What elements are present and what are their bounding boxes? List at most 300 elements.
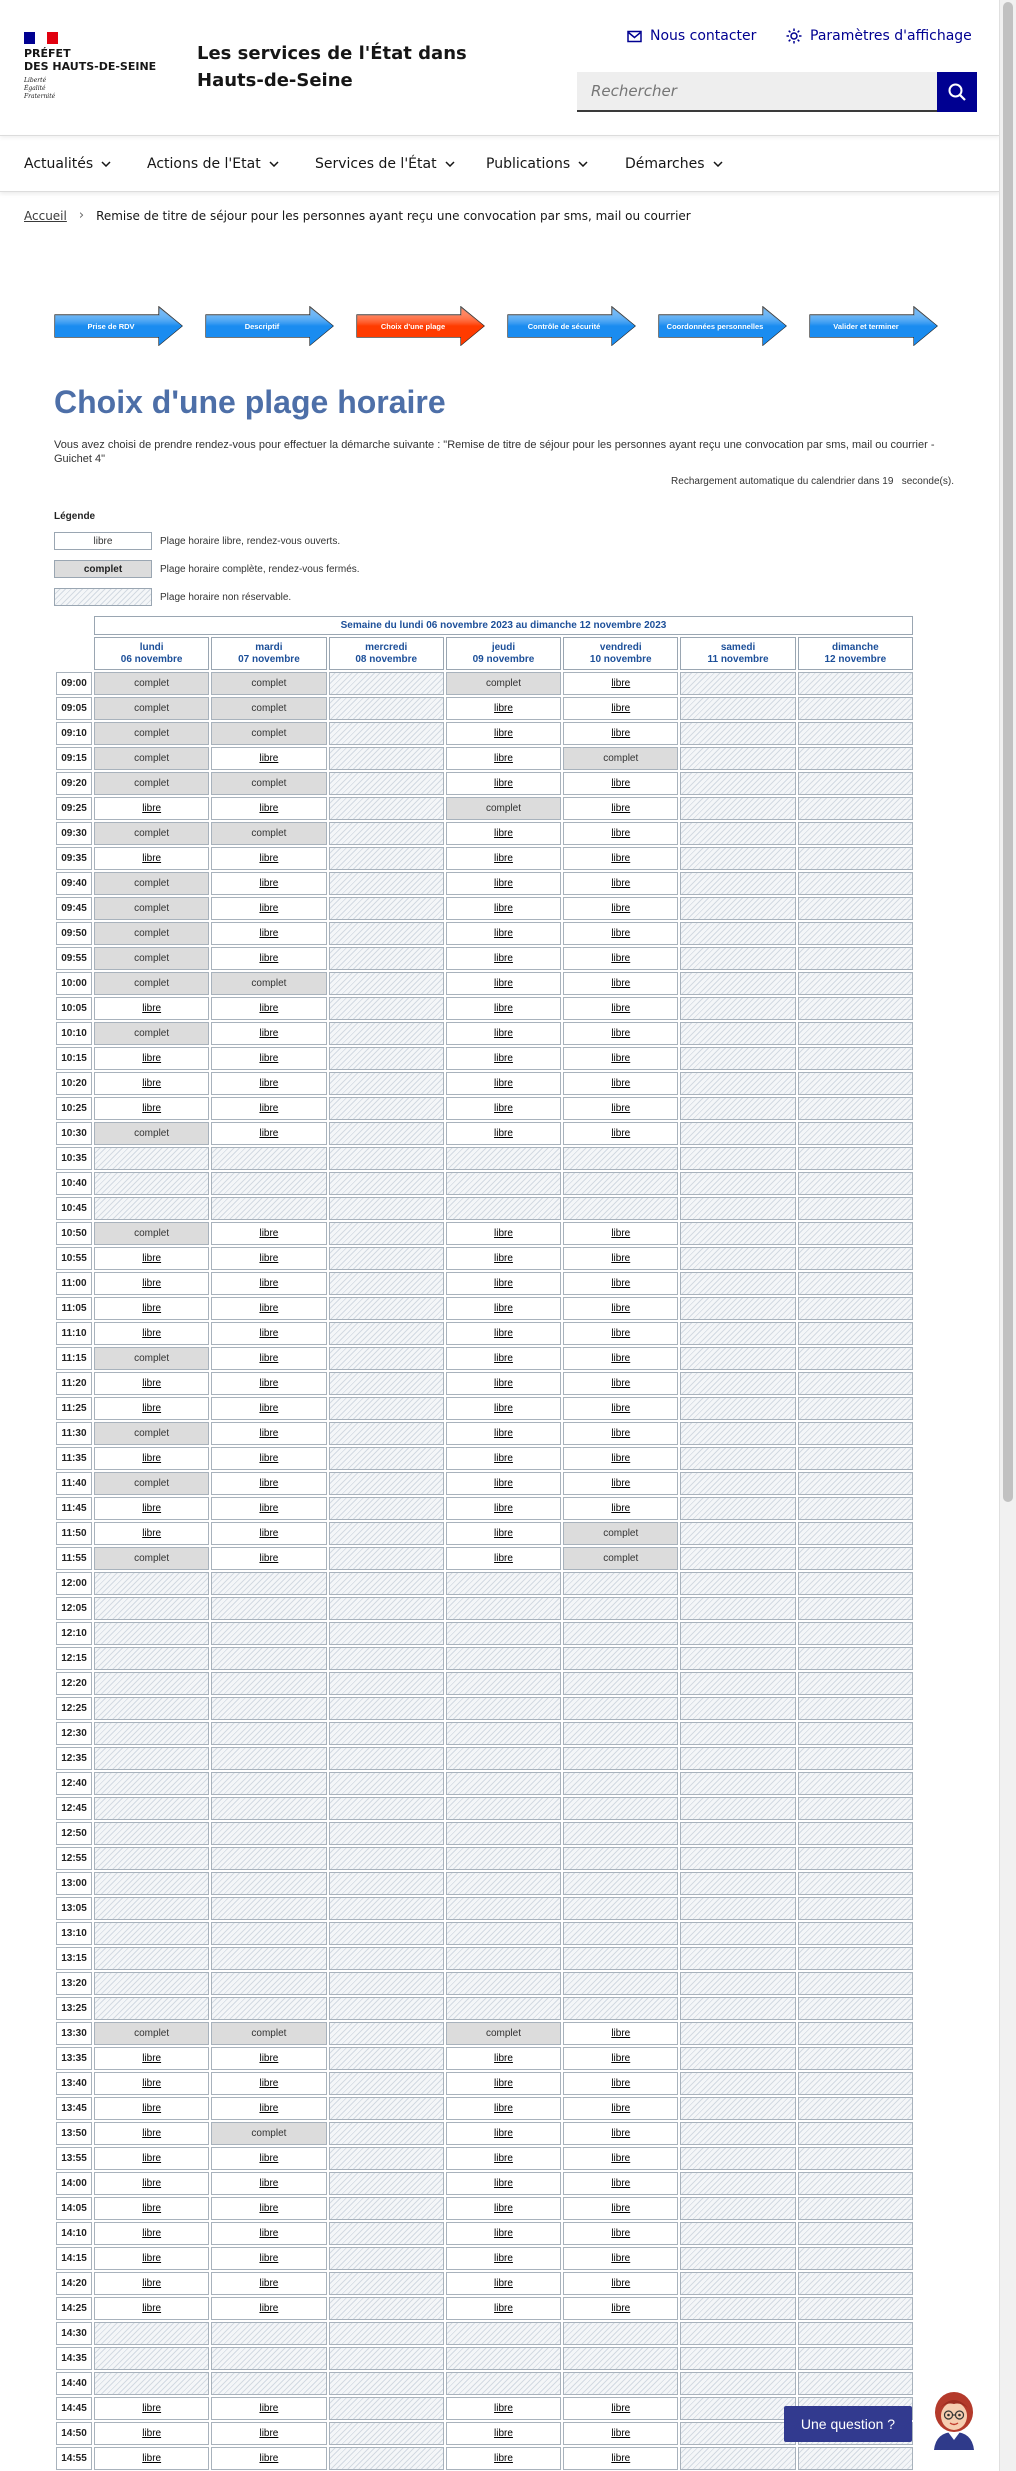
slot-free[interactable] bbox=[211, 1122, 326, 1145]
slot-free-link[interactable]: libre bbox=[142, 1253, 162, 1264]
slot-free-link[interactable]: libre bbox=[259, 2103, 279, 2114]
slot-free-link[interactable]: libre bbox=[611, 728, 631, 739]
slot-free[interactable] bbox=[446, 1347, 561, 1370]
slot-free-link[interactable]: libre bbox=[142, 1078, 162, 1089]
slot-free-link[interactable]: libre bbox=[611, 1478, 631, 1489]
slot-free[interactable] bbox=[446, 2272, 561, 2295]
slot-free-link[interactable]: libre bbox=[142, 1103, 162, 1114]
slot-free-link[interactable]: libre bbox=[494, 1453, 513, 1464]
slot-free-link[interactable]: libre bbox=[494, 1228, 513, 1239]
page-scrollbar[interactable] bbox=[999, 0, 1016, 2471]
slot-free[interactable] bbox=[94, 847, 209, 870]
slot-free[interactable] bbox=[94, 2397, 209, 2420]
slot-free-link[interactable]: libre bbox=[142, 1378, 162, 1389]
slot-free-link[interactable]: libre bbox=[142, 2078, 162, 2089]
slot-free-link[interactable]: libre bbox=[142, 2228, 162, 2239]
slot-free-link[interactable]: libre bbox=[259, 1328, 279, 1339]
slot-free[interactable] bbox=[94, 1372, 209, 1395]
slot-free-link[interactable]: libre bbox=[494, 1128, 513, 1139]
slot-free-link[interactable]: libre bbox=[494, 2078, 513, 2089]
slot-free[interactable] bbox=[94, 2122, 209, 2145]
slot-free[interactable] bbox=[211, 922, 326, 945]
slot-free[interactable] bbox=[211, 1347, 326, 1370]
nav-item-actualites[interactable] bbox=[24, 136, 111, 191]
slot-free[interactable] bbox=[94, 1097, 209, 1120]
slot-free[interactable] bbox=[211, 1447, 326, 1470]
slot-free[interactable] bbox=[563, 897, 678, 920]
slot-free-link[interactable]: libre bbox=[494, 878, 513, 889]
slot-free-link[interactable]: libre bbox=[611, 1328, 631, 1339]
slot-free[interactable] bbox=[563, 2447, 678, 2470]
slot-free[interactable] bbox=[563, 1297, 678, 1320]
slot-free[interactable] bbox=[563, 1422, 678, 1445]
slot-free[interactable] bbox=[446, 2147, 561, 2170]
slot-free-link[interactable]: libre bbox=[611, 2253, 631, 2264]
nav-item-services-etat[interactable] bbox=[315, 136, 455, 191]
slot-free-link[interactable]: libre bbox=[142, 2278, 162, 2289]
slot-free-link[interactable]: libre bbox=[494, 1378, 513, 1389]
slot-free[interactable] bbox=[563, 2047, 678, 2070]
slot-free-link[interactable]: libre bbox=[142, 2053, 162, 2064]
slot-free[interactable] bbox=[563, 2272, 678, 2295]
slot-free-link[interactable]: libre bbox=[494, 2403, 513, 2414]
slot-free[interactable] bbox=[211, 2097, 326, 2120]
breadcrumb-home[interactable]: Accueil bbox=[24, 208, 67, 223]
slot-free[interactable] bbox=[446, 2197, 561, 2220]
slot-free-link[interactable]: libre bbox=[494, 1253, 513, 1264]
slot-free-link[interactable]: libre bbox=[259, 1128, 279, 1139]
slot-free[interactable] bbox=[211, 1497, 326, 1520]
slot-free[interactable] bbox=[563, 697, 678, 720]
slot-free[interactable] bbox=[563, 1347, 678, 1370]
slot-free-link[interactable]: libre bbox=[494, 2203, 513, 2214]
slot-free-link[interactable]: libre bbox=[611, 703, 631, 714]
slot-free[interactable] bbox=[446, 1072, 561, 1095]
slot-free-link[interactable]: libre bbox=[142, 1003, 162, 1014]
slot-free-link[interactable]: libre bbox=[494, 1028, 513, 1039]
slot-free-link[interactable]: libre bbox=[494, 1303, 513, 1314]
slot-free[interactable] bbox=[563, 2072, 678, 2095]
site-title[interactable]: Les services de l'État dans Hauts-de-Seine bbox=[197, 43, 467, 91]
slot-free[interactable] bbox=[563, 1022, 678, 1045]
slot-free[interactable] bbox=[446, 747, 561, 770]
slot-free[interactable] bbox=[446, 772, 561, 795]
slot-free-link[interactable]: libre bbox=[611, 2278, 631, 2289]
slot-free[interactable] bbox=[94, 2047, 209, 2070]
slot-free[interactable] bbox=[446, 2422, 561, 2445]
slot-free[interactable] bbox=[211, 2297, 326, 2320]
slot-free-link[interactable]: libre bbox=[611, 1278, 631, 1289]
slot-free[interactable] bbox=[446, 872, 561, 895]
slot-free[interactable] bbox=[563, 2222, 678, 2245]
slot-free-link[interactable]: libre bbox=[611, 953, 631, 964]
slot-free[interactable] bbox=[563, 822, 678, 845]
slot-free-link[interactable]: libre bbox=[142, 2253, 162, 2264]
slot-free[interactable] bbox=[211, 872, 326, 895]
slot-free-link[interactable]: libre bbox=[494, 778, 513, 789]
slot-free[interactable] bbox=[446, 1447, 561, 1470]
slot-free-link[interactable]: libre bbox=[259, 1253, 279, 1264]
slot-free[interactable] bbox=[211, 747, 326, 770]
slot-free[interactable] bbox=[563, 722, 678, 745]
slot-free[interactable] bbox=[563, 1397, 678, 1420]
slot-free[interactable] bbox=[211, 1322, 326, 1345]
slot-free-link[interactable]: libre bbox=[611, 2103, 631, 2114]
slot-free-link[interactable]: libre bbox=[611, 2078, 631, 2089]
slot-free-link[interactable]: libre bbox=[259, 2278, 279, 2289]
slot-free[interactable] bbox=[94, 1397, 209, 1420]
slot-free[interactable] bbox=[211, 2172, 326, 2195]
slot-free-link[interactable]: libre bbox=[611, 828, 631, 839]
slot-free-link[interactable]: libre bbox=[142, 853, 162, 864]
slot-free-link[interactable]: libre bbox=[142, 1053, 162, 1064]
slot-free[interactable] bbox=[211, 1072, 326, 1095]
slot-free-link[interactable]: libre bbox=[142, 2203, 162, 2214]
slot-free[interactable] bbox=[563, 2397, 678, 2420]
slot-free-link[interactable]: libre bbox=[494, 1553, 513, 1564]
slot-free-link[interactable]: libre bbox=[611, 2303, 631, 2314]
slot-free[interactable] bbox=[446, 972, 561, 995]
slot-free[interactable] bbox=[94, 797, 209, 820]
slot-free[interactable] bbox=[446, 2247, 561, 2270]
slot-free[interactable] bbox=[211, 1097, 326, 1120]
slot-free-link[interactable]: libre bbox=[494, 1053, 513, 1064]
slot-free[interactable] bbox=[563, 1222, 678, 1245]
slot-free-link[interactable]: libre bbox=[494, 2453, 513, 2464]
slot-free-link[interactable]: libre bbox=[259, 1453, 279, 1464]
slot-free[interactable] bbox=[211, 947, 326, 970]
slot-free-link[interactable]: libre bbox=[611, 1428, 631, 1439]
slot-free-link[interactable]: libre bbox=[494, 1103, 513, 1114]
slot-free-link[interactable]: libre bbox=[142, 1328, 162, 1339]
slot-free[interactable] bbox=[446, 2222, 561, 2245]
slot-free[interactable] bbox=[94, 2172, 209, 2195]
slot-free[interactable] bbox=[446, 1497, 561, 1520]
slot-free-link[interactable]: libre bbox=[142, 2303, 162, 2314]
slot-free[interactable] bbox=[563, 2022, 678, 2045]
slot-free-link[interactable]: libre bbox=[611, 1303, 631, 1314]
slot-free-link[interactable]: libre bbox=[494, 1278, 513, 1289]
slot-free-link[interactable]: libre bbox=[611, 853, 631, 864]
slot-free-link[interactable]: libre bbox=[259, 2153, 279, 2164]
slot-free-link[interactable]: libre bbox=[142, 2428, 162, 2439]
slot-free-link[interactable]: libre bbox=[611, 978, 631, 989]
slot-free[interactable] bbox=[563, 1247, 678, 1270]
slot-free[interactable] bbox=[94, 2072, 209, 2095]
slot-free[interactable] bbox=[446, 1547, 561, 1570]
slot-free-link[interactable]: libre bbox=[259, 2453, 279, 2464]
slot-free[interactable] bbox=[211, 847, 326, 870]
slot-free-link[interactable]: libre bbox=[142, 2103, 162, 2114]
slot-free-link[interactable]: libre bbox=[259, 2428, 279, 2439]
slot-free[interactable] bbox=[446, 1297, 561, 1320]
slot-free-link[interactable]: libre bbox=[142, 803, 162, 814]
slot-free[interactable] bbox=[211, 1472, 326, 1495]
slot-free-link[interactable]: libre bbox=[494, 1503, 513, 1514]
chat-button[interactable]: Une question ? bbox=[784, 2406, 912, 2442]
slot-free[interactable] bbox=[563, 1497, 678, 1520]
slot-free-link[interactable]: libre bbox=[259, 1228, 279, 1239]
slot-free-link[interactable]: libre bbox=[494, 2278, 513, 2289]
slot-free-link[interactable]: libre bbox=[611, 2053, 631, 2064]
slot-free[interactable] bbox=[211, 1397, 326, 1420]
slot-free[interactable] bbox=[446, 997, 561, 1020]
slot-free-link[interactable]: libre bbox=[611, 1378, 631, 1389]
slot-free[interactable] bbox=[446, 1022, 561, 1045]
slot-free-link[interactable]: libre bbox=[259, 1078, 279, 1089]
slot-free-link[interactable]: libre bbox=[259, 1378, 279, 1389]
slot-free-link[interactable]: libre bbox=[259, 953, 279, 964]
slot-free-link[interactable]: libre bbox=[611, 678, 631, 689]
slot-free-link[interactable]: libre bbox=[611, 1353, 631, 1364]
slot-free[interactable] bbox=[94, 1247, 209, 1270]
slot-free[interactable] bbox=[446, 2172, 561, 2195]
slot-free[interactable] bbox=[563, 2247, 678, 2270]
slot-free[interactable] bbox=[446, 1047, 561, 1070]
slot-free-link[interactable]: libre bbox=[494, 2228, 513, 2239]
slot-free-link[interactable]: libre bbox=[494, 2253, 513, 2264]
slot-free[interactable] bbox=[211, 1047, 326, 1070]
slot-free[interactable] bbox=[446, 2297, 561, 2320]
slot-free-link[interactable]: libre bbox=[142, 1528, 162, 1539]
slot-free-link[interactable]: libre bbox=[611, 803, 631, 814]
slot-free[interactable] bbox=[446, 2097, 561, 2120]
slot-free[interactable] bbox=[446, 1372, 561, 1395]
nav-item-demarches[interactable] bbox=[625, 136, 723, 191]
slot-free[interactable] bbox=[446, 1397, 561, 1420]
slot-free-link[interactable]: libre bbox=[494, 1403, 513, 1414]
slot-free[interactable] bbox=[446, 2447, 561, 2470]
slot-free[interactable] bbox=[94, 1272, 209, 1295]
slot-free-link[interactable]: libre bbox=[611, 1253, 631, 1264]
slot-free-link[interactable]: libre bbox=[494, 928, 513, 939]
slot-free[interactable] bbox=[94, 2247, 209, 2270]
slot-free-link[interactable]: libre bbox=[259, 1503, 279, 1514]
slot-free-link[interactable]: libre bbox=[494, 1478, 513, 1489]
slot-free-link[interactable]: libre bbox=[259, 1428, 279, 1439]
slot-free[interactable] bbox=[563, 2122, 678, 2145]
slot-free-link[interactable]: libre bbox=[494, 2153, 513, 2164]
slot-free[interactable] bbox=[211, 797, 326, 820]
slot-free-link[interactable]: libre bbox=[142, 1403, 162, 1414]
slot-free[interactable] bbox=[446, 1422, 561, 1445]
slot-free-link[interactable]: libre bbox=[611, 1403, 631, 1414]
slot-free[interactable] bbox=[94, 2297, 209, 2320]
slot-free[interactable] bbox=[446, 922, 561, 945]
slot-free[interactable] bbox=[563, 2297, 678, 2320]
slot-free[interactable] bbox=[563, 2172, 678, 2195]
slot-free-link[interactable]: libre bbox=[494, 2103, 513, 2114]
slot-free[interactable] bbox=[94, 1522, 209, 1545]
slot-free-link[interactable]: libre bbox=[611, 1453, 631, 1464]
display-settings-link[interactable] bbox=[786, 28, 972, 44]
slot-free-link[interactable]: libre bbox=[611, 1003, 631, 1014]
slot-free-link[interactable]: libre bbox=[611, 1228, 631, 1239]
slot-free[interactable] bbox=[446, 1222, 561, 1245]
slot-free-link[interactable]: libre bbox=[259, 803, 279, 814]
slot-free-link[interactable]: libre bbox=[494, 978, 513, 989]
slot-free[interactable] bbox=[563, 972, 678, 995]
slot-free[interactable] bbox=[563, 1122, 678, 1145]
slot-free-link[interactable]: libre bbox=[142, 2403, 162, 2414]
slot-free[interactable] bbox=[211, 1422, 326, 1445]
slot-free-link[interactable]: libre bbox=[142, 1303, 162, 1314]
slot-free-link[interactable]: libre bbox=[142, 1453, 162, 1464]
slot-free-link[interactable]: libre bbox=[611, 2428, 631, 2439]
slot-free[interactable] bbox=[563, 2097, 678, 2120]
slot-free[interactable] bbox=[446, 1522, 561, 1545]
slot-free[interactable] bbox=[446, 697, 561, 720]
slot-free-link[interactable]: libre bbox=[611, 1053, 631, 1064]
slot-free[interactable] bbox=[563, 1372, 678, 1395]
slot-free-link[interactable]: libre bbox=[494, 2428, 513, 2439]
slot-free-link[interactable]: libre bbox=[259, 1553, 279, 1564]
slot-free[interactable] bbox=[211, 2272, 326, 2295]
slot-free-link[interactable]: libre bbox=[611, 1078, 631, 1089]
slot-free[interactable] bbox=[211, 1522, 326, 1545]
slot-free[interactable] bbox=[446, 1122, 561, 1145]
slot-free[interactable] bbox=[563, 1072, 678, 1095]
slot-free-link[interactable]: libre bbox=[259, 2303, 279, 2314]
slot-free-link[interactable]: libre bbox=[611, 778, 631, 789]
slot-free-link[interactable]: libre bbox=[259, 1478, 279, 1489]
slot-free-link[interactable]: libre bbox=[259, 1528, 279, 1539]
slot-free[interactable] bbox=[94, 1447, 209, 1470]
slot-free-link[interactable]: libre bbox=[259, 903, 279, 914]
slot-free-link[interactable]: libre bbox=[259, 2053, 279, 2064]
slot-free-link[interactable]: libre bbox=[259, 2078, 279, 2089]
slot-free-link[interactable]: libre bbox=[611, 2178, 631, 2189]
slot-free-link[interactable]: libre bbox=[611, 2228, 631, 2239]
slot-free[interactable] bbox=[94, 2097, 209, 2120]
slot-free[interactable] bbox=[94, 2222, 209, 2245]
slot-free-link[interactable]: libre bbox=[494, 1528, 513, 1539]
slot-free[interactable] bbox=[94, 2197, 209, 2220]
slot-free-link[interactable]: libre bbox=[494, 2303, 513, 2314]
slot-free-link[interactable]: libre bbox=[259, 1028, 279, 1039]
slot-free-link[interactable]: libre bbox=[259, 1053, 279, 1064]
slot-free-link[interactable]: libre bbox=[611, 2203, 631, 2214]
slot-free[interactable] bbox=[446, 2047, 561, 2070]
slot-free-link[interactable]: libre bbox=[494, 2128, 513, 2139]
slot-free[interactable] bbox=[563, 1447, 678, 1470]
slot-free-link[interactable]: libre bbox=[259, 853, 279, 864]
slot-free-link[interactable]: libre bbox=[494, 1428, 513, 1439]
slot-free-link[interactable]: libre bbox=[142, 2453, 162, 2464]
slot-free-link[interactable]: libre bbox=[611, 1503, 631, 1514]
slot-free[interactable] bbox=[446, 947, 561, 970]
search-button[interactable] bbox=[937, 72, 977, 112]
slot-free-link[interactable]: libre bbox=[611, 928, 631, 939]
slot-free[interactable] bbox=[94, 997, 209, 1020]
slot-free[interactable] bbox=[563, 1047, 678, 1070]
slot-free-link[interactable]: libre bbox=[611, 2403, 631, 2414]
slot-free-link[interactable]: libre bbox=[259, 1278, 279, 1289]
slot-free-link[interactable]: libre bbox=[494, 828, 513, 839]
slot-free-link[interactable]: libre bbox=[142, 1503, 162, 1514]
slot-free[interactable] bbox=[94, 1072, 209, 1095]
slot-free[interactable] bbox=[563, 797, 678, 820]
slot-free-link[interactable]: libre bbox=[494, 753, 513, 764]
slot-free-link[interactable]: libre bbox=[494, 1353, 513, 1364]
slot-free[interactable] bbox=[563, 997, 678, 1020]
slot-free[interactable] bbox=[94, 2422, 209, 2445]
slot-free-link[interactable]: libre bbox=[611, 1103, 631, 1114]
slot-free-link[interactable]: libre bbox=[259, 2403, 279, 2414]
slot-free-link[interactable]: libre bbox=[494, 703, 513, 714]
slot-free-link[interactable]: libre bbox=[611, 2153, 631, 2164]
slot-free[interactable] bbox=[211, 2072, 326, 2095]
slot-free-link[interactable]: libre bbox=[259, 878, 279, 889]
slot-free[interactable] bbox=[563, 947, 678, 970]
slot-free[interactable] bbox=[446, 2397, 561, 2420]
search-input[interactable] bbox=[577, 72, 937, 112]
slot-free-link[interactable]: libre bbox=[259, 928, 279, 939]
slot-free[interactable] bbox=[211, 1022, 326, 1045]
slot-free[interactable] bbox=[211, 1372, 326, 1395]
slot-free-link[interactable]: libre bbox=[259, 2253, 279, 2264]
slot-free-link[interactable]: libre bbox=[611, 1128, 631, 1139]
slot-free-link[interactable]: libre bbox=[259, 1303, 279, 1314]
slot-free[interactable] bbox=[211, 997, 326, 1020]
slot-free-link[interactable]: libre bbox=[259, 753, 279, 764]
slot-free-link[interactable]: libre bbox=[259, 1353, 279, 1364]
slot-free-link[interactable]: libre bbox=[142, 2128, 162, 2139]
slot-free[interactable] bbox=[446, 1097, 561, 1120]
slot-free-link[interactable]: libre bbox=[142, 1278, 162, 1289]
slot-free[interactable] bbox=[211, 1247, 326, 1270]
slot-free-link[interactable]: libre bbox=[494, 728, 513, 739]
slot-free[interactable] bbox=[446, 1247, 561, 1270]
prefecture-logo[interactable] bbox=[24, 32, 164, 101]
slot-free[interactable] bbox=[563, 2422, 678, 2445]
slot-free[interactable] bbox=[563, 847, 678, 870]
slot-free-link[interactable]: libre bbox=[494, 1078, 513, 1089]
slot-free-link[interactable]: libre bbox=[494, 2053, 513, 2064]
slot-free[interactable] bbox=[94, 1322, 209, 1345]
slot-free[interactable] bbox=[563, 922, 678, 945]
slot-free[interactable] bbox=[211, 1272, 326, 1295]
slot-free-link[interactable]: libre bbox=[142, 2153, 162, 2164]
slot-free[interactable] bbox=[211, 2222, 326, 2245]
slot-free[interactable] bbox=[211, 2147, 326, 2170]
slot-free[interactable] bbox=[211, 1297, 326, 1320]
slot-free[interactable] bbox=[94, 1297, 209, 1320]
slot-free[interactable] bbox=[94, 1497, 209, 1520]
slot-free[interactable] bbox=[94, 2147, 209, 2170]
slot-free[interactable] bbox=[211, 897, 326, 920]
slot-free[interactable] bbox=[563, 2197, 678, 2220]
slot-free[interactable] bbox=[211, 2422, 326, 2445]
slot-free[interactable] bbox=[563, 672, 678, 695]
slot-free-link[interactable]: libre bbox=[142, 2178, 162, 2189]
slot-free-link[interactable]: libre bbox=[611, 2453, 631, 2464]
slot-free[interactable] bbox=[446, 897, 561, 920]
scrollbar-thumb[interactable] bbox=[1003, 2, 1013, 1502]
slot-free[interactable] bbox=[446, 722, 561, 745]
slot-free-link[interactable]: libre bbox=[494, 1003, 513, 1014]
slot-free[interactable] bbox=[446, 1322, 561, 1345]
slot-free-link[interactable]: libre bbox=[611, 1028, 631, 1039]
nav-item-publications[interactable] bbox=[486, 136, 588, 191]
slot-free[interactable] bbox=[94, 1047, 209, 1070]
slot-free[interactable] bbox=[563, 872, 678, 895]
chat-assistant-avatar[interactable] bbox=[930, 2390, 978, 2450]
slot-free[interactable] bbox=[211, 2447, 326, 2470]
slot-free[interactable] bbox=[563, 772, 678, 795]
slot-free[interactable] bbox=[563, 1322, 678, 1345]
slot-free[interactable] bbox=[211, 2197, 326, 2220]
